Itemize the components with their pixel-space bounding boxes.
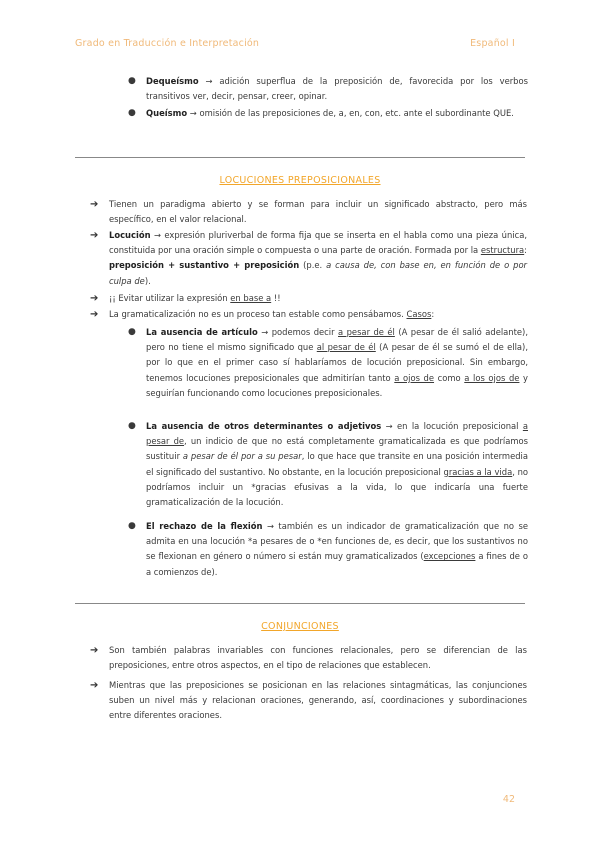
underlined-term: a pesar de (146, 421, 528, 447)
underlined-term: a ojos de (394, 372, 435, 383)
term-queismo: Queísmo (146, 108, 188, 118)
bullet-dot-icon: ● (128, 521, 136, 531)
term-rechazo-flexion: El rechazo de la flexión (146, 521, 263, 531)
locuciones-intro: Tienen un paradigma abierto y se forman para incluir un significado abstracto, pero más específico, en el valor relacional. (109, 199, 527, 225)
section-title-locuciones: LOCUCIONES PREPOSICIONALES (219, 175, 381, 186)
warning-text: ¡¡ Evitar utilizar la expresión (109, 293, 231, 303)
case-text: , lo que hace que transite en una posición intermedia el significado del sustantivo. No obstante, en la locución preposicional (146, 451, 529, 477)
case-text: y seguirían funcionando como locuciones preposicionales. (146, 372, 528, 398)
bullet-queismo (146, 106, 528, 121)
gramaticalizacion-intro (109, 307, 527, 322)
underlined-term: a pesar de él (338, 327, 395, 337)
italic-example: a pesar de él por a su pesar (182, 451, 302, 462)
case-text: también es un indicador de gramaticalización que no se admita en una locución *a pesares de o *en funciones de, es decir, que los sustantivos no se flexionan en género o número si están muy gramaticalizados ( (146, 521, 528, 562)
underlined-term: Casos (406, 309, 432, 319)
arrow-bullet-icon: ➔ (90, 199, 99, 210)
arrow-bullet-icon: ➔ (90, 230, 99, 241)
bullet-dot-icon: ● (128, 327, 136, 337)
term-ausencia-determinantes: La ausencia de otros determinantes o adjetivos (146, 421, 382, 431)
underlined-term: a los ojos de (464, 372, 520, 383)
locucion-text: (p.e. (299, 260, 327, 271)
underlined-term: excepciones (423, 551, 476, 562)
conjunciones-p2: Mientras que las preposiciones se posicionan en las relaciones sintagmáticas, las conjunciones suben un nivel más y relacionan oraciones, generando, así, coordinaciones y subordinaciones entre diferentes oraciones. (109, 680, 527, 721)
bullet-dequeismo (146, 74, 528, 104)
case-text: , un indicio de que no está completamente gramaticalizada es que podríamos sustituir (146, 436, 528, 462)
case-text: (A pesar de él se sumó el de ella), por lo que en el primer caso sí hablaríamos de locución preposicional. Sin embargo, tenemos locuciones preposicionales que admitirían tanto (146, 342, 528, 383)
bullet-dot-icon: ● (128, 76, 136, 86)
arrow-bullet-icon: ➔ (90, 645, 99, 656)
caso-articulo (146, 325, 528, 401)
case-text: a fines de o a comienzos de). (146, 551, 528, 577)
page-number: 42 (502, 794, 515, 805)
conjunciones-p1: Son también palabras invariables con funciones relacionales, pero se diferencian de las preposiciones, entre otros aspectos, en el tipo de relaciones que establecen. (109, 645, 527, 671)
case-text: , no podríamos incluir un *gracias efusivas a la vida, lo que indicaría una fuerte gramaticalización de la locución. (146, 466, 528, 508)
locucion-examples: a causa de, con base en, en función de o por culpa de (109, 260, 528, 286)
term-dequeismo: Dequeísmo (146, 76, 199, 86)
locucion-text: expresión pluriverbal de forma fija que se inserta en el habla como una pieza única, constituida por una oración simple o compuesta o una parte de oración. Formada por la (109, 230, 528, 256)
arrow-bullet-icon: ➔ (90, 680, 99, 691)
term-ausencia-articulo: La ausencia de artículo (146, 327, 258, 337)
arrow-icon: → (153, 230, 161, 240)
warning-en-base-a (109, 291, 527, 306)
arrow-icon: → (385, 421, 393, 431)
arrow-icon: → (205, 76, 213, 86)
underlined-term: en base a (230, 293, 272, 303)
locucion-definition (109, 228, 527, 289)
warning-text: !! (271, 293, 281, 303)
caso-flexion (146, 519, 528, 580)
punctuation: : (431, 309, 435, 319)
underlined-term: al pesar de él (316, 342, 376, 353)
term-locucion: Locución (109, 230, 151, 240)
underlined-term: gracias a la vida (443, 466, 513, 477)
underlined-term: estructura (480, 245, 525, 256)
dequeismo-text: adición superflua de la preposición de, favorecida por los verbos transitivos ver, decir, pensar, creer, opinar. (146, 76, 528, 102)
arrow-icon: → (261, 327, 269, 337)
case-text: podemos decir (268, 327, 339, 337)
arrow-icon: → (266, 521, 274, 531)
queismo-text: omisión de las preposiciones de, a, en, con, etc. ante el subordinante QUE. (199, 108, 514, 118)
arrow-icon: → (189, 108, 197, 118)
arrow-bullet-icon: ➔ (90, 309, 99, 320)
locucion-formula: preposición + sustantivo + preposición (109, 260, 300, 271)
case-text: como (434, 372, 465, 383)
bullet-dot-icon: ● (128, 108, 136, 118)
header-course: Grado en Traducción e Interpretación (75, 38, 260, 49)
divider (75, 603, 525, 604)
case-text: en la locución preposicional (392, 421, 523, 431)
case-text: (A pesar de él salió adelante), pero no tiene el mismo significado que (146, 327, 528, 353)
arrow-bullet-icon: ➔ (90, 293, 99, 304)
caso-determinantes (146, 419, 528, 510)
bullet-dot-icon: ● (128, 421, 136, 431)
intro-text: La gramaticalización no es un proceso tan estable como pensábamos. (109, 309, 407, 319)
punctuation: : (524, 245, 527, 256)
header-subject: Español I (470, 38, 515, 49)
punctuation: ). (144, 275, 151, 286)
divider (75, 157, 525, 158)
section-title-conjunciones: CONJUNCIONES (261, 621, 339, 632)
